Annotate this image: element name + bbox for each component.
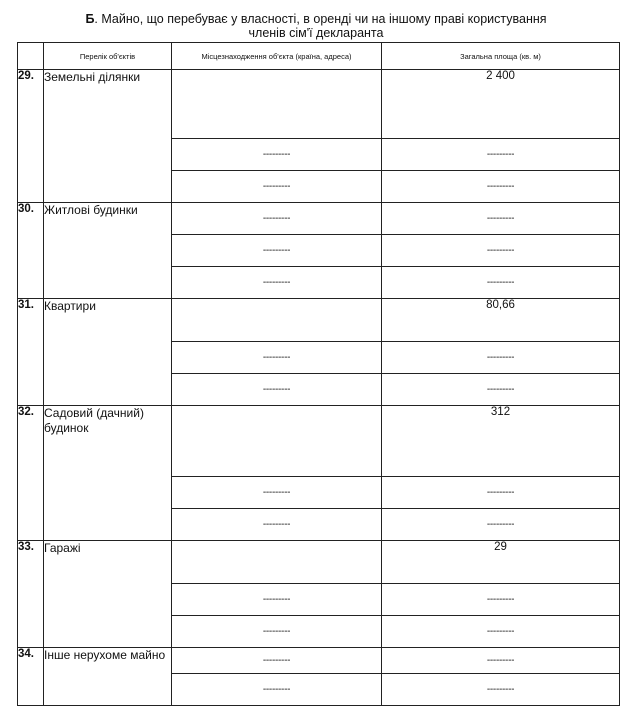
table-row [18, 203, 620, 235]
header-row [18, 43, 620, 70]
header-empty-cell [18, 43, 44, 70]
section-title-text: . Майно, що перебуває у власності, в оренді чи на іншому праві користування [94, 12, 547, 26]
area-dash: --------- [382, 139, 620, 171]
area-dash: --------- [382, 509, 620, 541]
area-dash: --------- [382, 235, 620, 267]
section-title-line2: членів сім'ї декларанта [248, 26, 384, 40]
row-number: 31. [18, 299, 44, 406]
area-dash: --------- [382, 171, 620, 203]
location-cell [172, 70, 382, 139]
table-row [18, 648, 620, 674]
location-dash: --------- [172, 171, 382, 203]
area-value: 2 400 [382, 70, 620, 139]
header-location: Місцезнаходження об'єкта (країна, адреса) [172, 43, 382, 70]
row-number: 32. [18, 406, 44, 541]
location-cell [172, 541, 382, 584]
location-dash: --------- [172, 674, 382, 706]
section-letter: Б [85, 12, 95, 26]
location-cell [172, 299, 382, 342]
row-number: 33. [18, 541, 44, 648]
object-type: Житлові будинки [44, 203, 172, 299]
location-dash: --------- [172, 342, 382, 374]
area-dash: --------- [382, 616, 620, 648]
area-value: 312 [382, 406, 620, 477]
location-dash: --------- [172, 584, 382, 616]
location-cell [172, 406, 382, 477]
location-dash: --------- [172, 509, 382, 541]
area-dash: --------- [382, 203, 620, 235]
table-row [18, 70, 620, 139]
row-number: 34. [18, 648, 44, 706]
area-dash: --------- [382, 584, 620, 616]
table-row [18, 406, 620, 477]
area-dash: --------- [382, 477, 620, 509]
object-type: Земельні ділянки [44, 70, 172, 203]
location-dash: --------- [172, 267, 382, 299]
location-dash: --------- [172, 477, 382, 509]
location-dash: --------- [172, 235, 382, 267]
row-number: 29. [18, 70, 44, 203]
row-number: 30. [18, 203, 44, 299]
location-dash: --------- [172, 203, 382, 235]
area-dash: --------- [382, 374, 620, 406]
property-table [17, 42, 620, 706]
table-row [18, 541, 620, 584]
header-list: Перелік об'єктів [44, 43, 172, 70]
area-dash: --------- [382, 648, 620, 674]
header-area: Загальна площа (кв. м) [382, 43, 620, 70]
location-dash: --------- [172, 616, 382, 648]
area-value: 80,66 [382, 299, 620, 342]
location-dash: --------- [172, 648, 382, 674]
object-type: Інше нерухоме майно [44, 648, 172, 706]
section-title [0, 12, 632, 40]
location-dash: --------- [172, 374, 382, 406]
area-value: 29 [382, 541, 620, 584]
area-dash: --------- [382, 674, 620, 706]
object-type: Квартири [44, 299, 172, 406]
object-type: Гаражі [44, 541, 172, 648]
area-dash: --------- [382, 342, 620, 374]
table-row [18, 299, 620, 342]
location-dash: --------- [172, 139, 382, 171]
section-title-line1 [0, 12, 632, 26]
object-type: Садовий (дачний) будинок [44, 406, 172, 541]
area-dash: --------- [382, 267, 620, 299]
